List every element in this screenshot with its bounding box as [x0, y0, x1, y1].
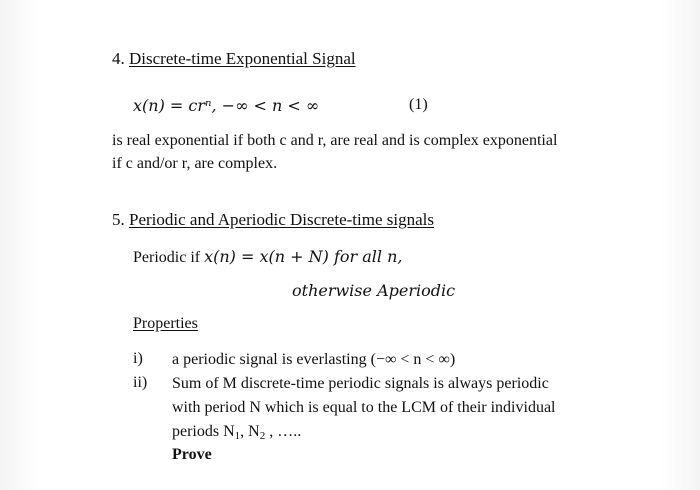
- section-5-number: 5.: [112, 210, 125, 229]
- property-item-1: a periodic signal is everlasting (−∞ < n < ∞): [172, 351, 456, 368]
- periodic-definition: [133, 245, 403, 269]
- section-4-title: Discrete-time Exponential Signal: [129, 49, 356, 68]
- section-4-paragraph-line-1: is real exponential if both c and r, are real and is complex exponential: [112, 132, 558, 149]
- section-5-title: Periodic and Aperiodic Discrete-time signals: [129, 210, 434, 229]
- periodic-prefix: Periodic if: [133, 249, 201, 266]
- prove-label: Prove: [172, 446, 212, 463]
- equation-label: (1): [409, 96, 428, 113]
- section-4-paragraph-line-2: if c and/or r, are complex.: [112, 155, 278, 172]
- section-5-heading: [112, 210, 434, 230]
- periodic-math: x(n) = x(n + N) for all n,: [204, 247, 403, 266]
- property-item-2-line-3: [172, 420, 301, 443]
- section-4-heading: [112, 49, 356, 69]
- periods-comma: , N: [240, 423, 260, 440]
- subscript-1: 1: [234, 430, 241, 442]
- otherwise-aperiodic: otherwise Aperiodic: [292, 281, 456, 300]
- periods-text: periods N: [172, 423, 235, 440]
- properties-heading: Properties: [133, 315, 198, 332]
- list-marker-ii: ii): [133, 374, 148, 391]
- property-item-2-line-2: with period N which is equal to the LCM of their individual: [172, 399, 556, 416]
- exponential-equation: x(n) = crⁿ, −∞ < n < ∞: [133, 96, 320, 115]
- property-item-2-line-1: Sum of M discrete-time periodic signals is always periodic: [172, 375, 549, 392]
- periods-ellipsis: , …..: [265, 423, 302, 440]
- list-marker-i: i): [133, 350, 143, 367]
- section-4-number: 4.: [112, 49, 125, 68]
- subscript-2: 2: [259, 430, 266, 442]
